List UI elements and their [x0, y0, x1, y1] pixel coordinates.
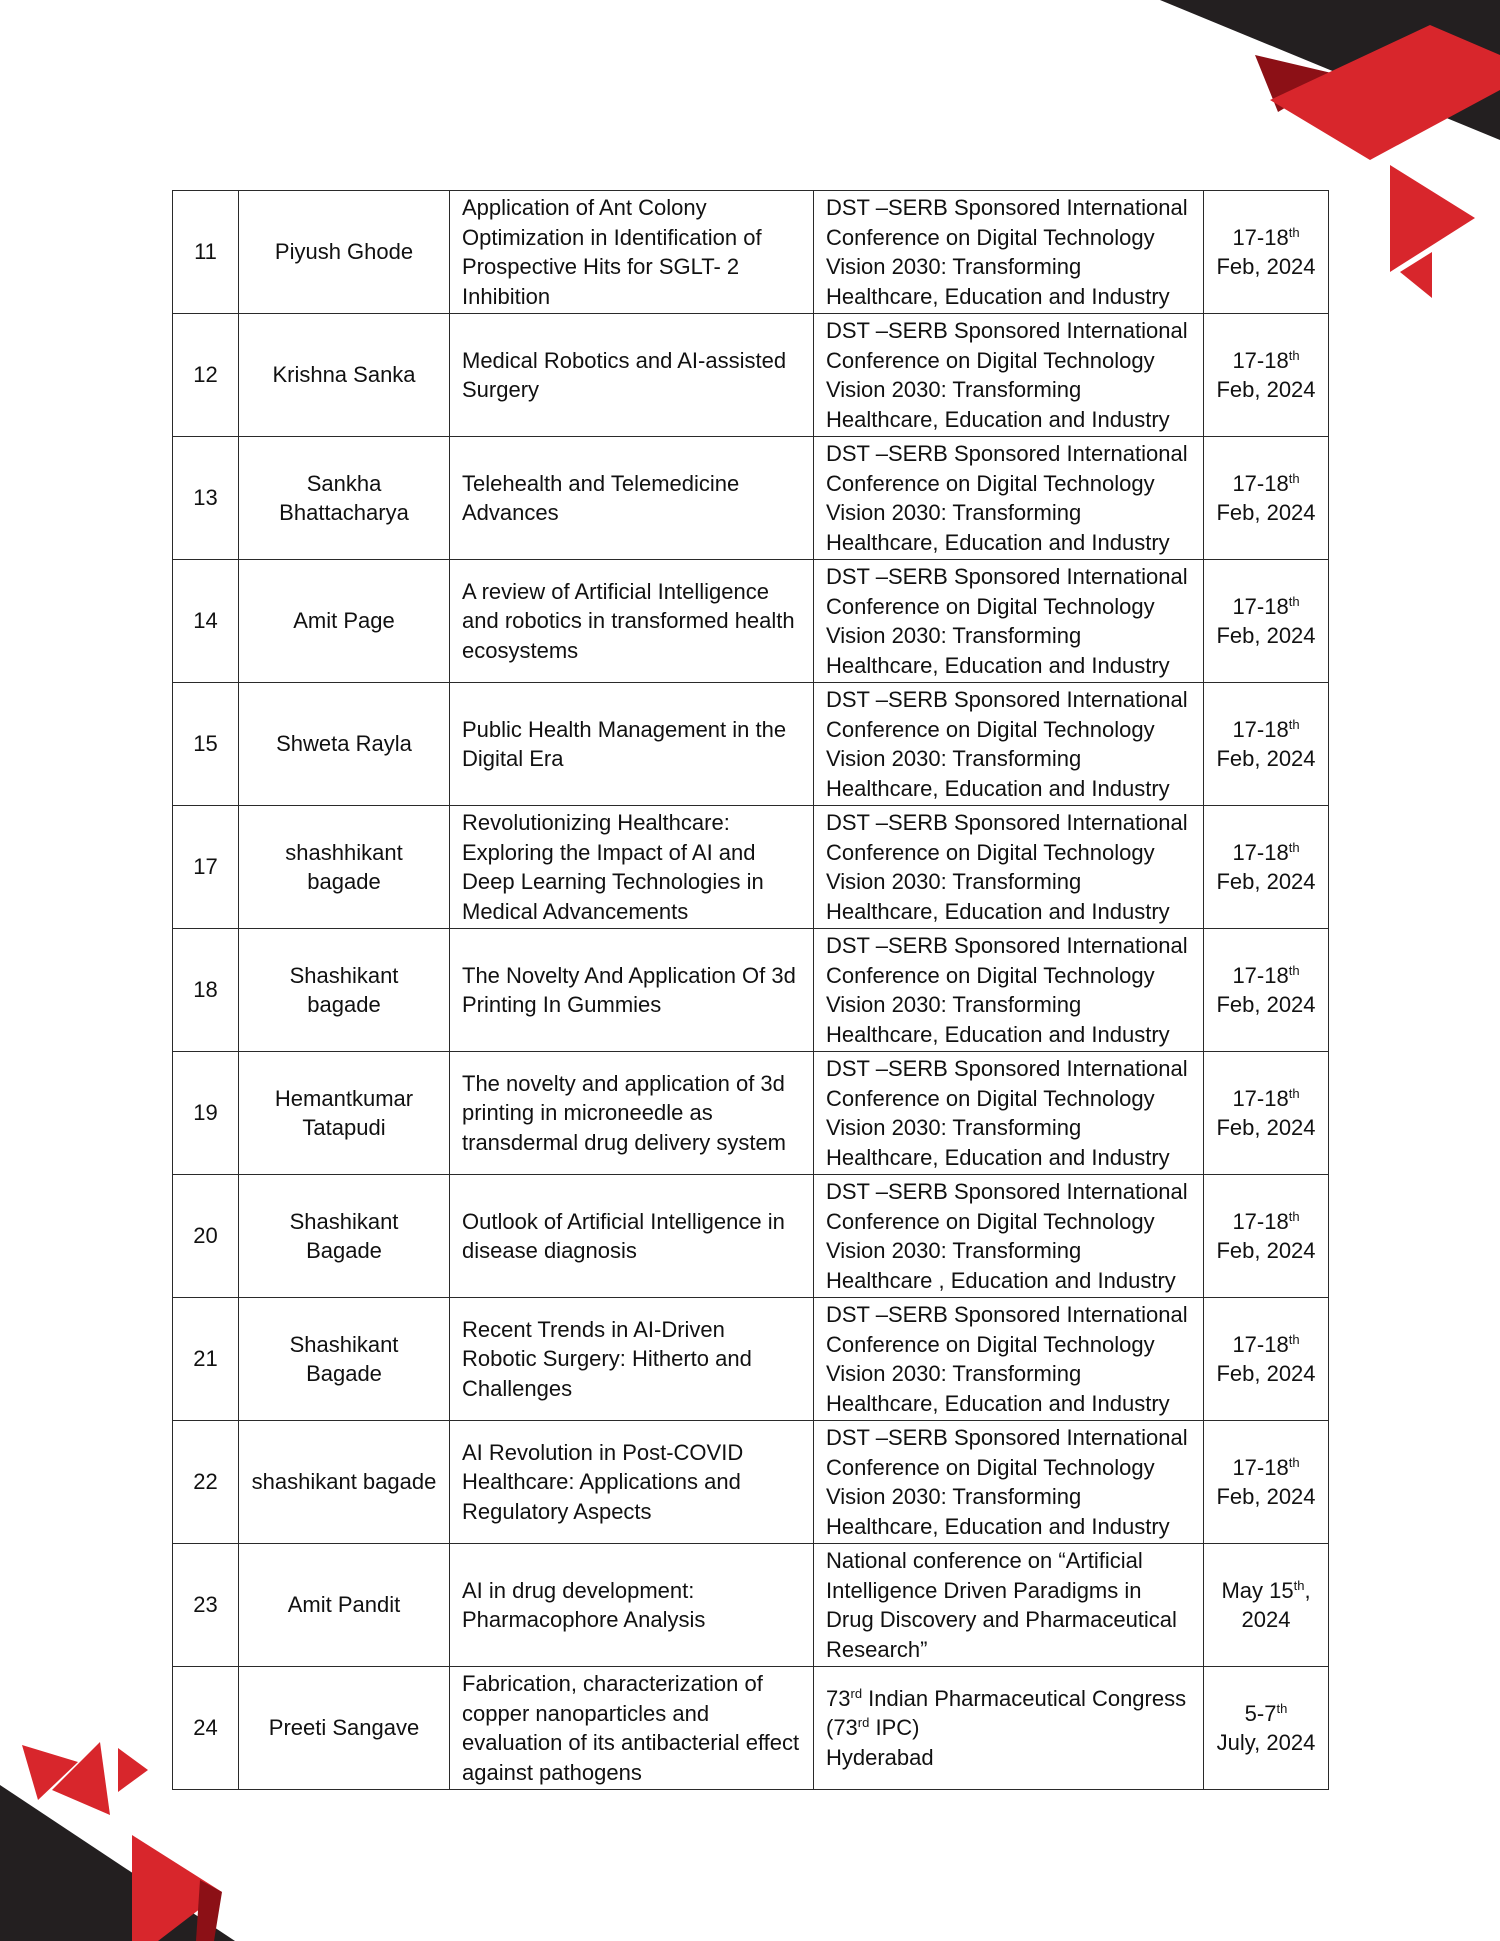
conference-name-cell: DST –SERB Sponsored International Conference on Digital Technology Vision 2030: Transforming Healthcare, Education and Industry — [814, 1421, 1204, 1544]
serial-number-cell: 13 — [173, 437, 239, 560]
presenter-name-cell: shashikant bagade — [239, 1421, 450, 1544]
table-row — [173, 437, 1329, 560]
date-cell: 17-18th Feb, 2024 — [1204, 1421, 1329, 1544]
presentation-title-cell: The Novelty And Application Of 3d Printing In Gummies — [450, 929, 814, 1052]
table-row — [173, 1667, 1329, 1790]
presenter-name-cell: Amit Pandit — [239, 1544, 450, 1667]
presentation-title-cell: Outlook of Artificial Intelligence in disease diagnosis — [450, 1175, 814, 1298]
conference-line: Hyderabad — [826, 1744, 934, 1770]
bottom-left-right-pointing-triangle — [118, 1748, 148, 1792]
conference-name-cell: DST –SERB Sponsored International Conference on Digital Technology Vision 2030: Transforming Healthcare, Education and Industry — [814, 191, 1204, 314]
table-row — [173, 1544, 1329, 1667]
date-cell: 17-18th Feb, 2024 — [1204, 437, 1329, 560]
conference-line: 73rd Indian Pharmaceutical Congress — [826, 1685, 1187, 1711]
top-right-red-band — [1270, 25, 1500, 160]
serial-number-cell: 12 — [173, 314, 239, 437]
presentation-title-cell: A review of Artificial Intelligence and robotics in transformed health ecosystems — [450, 560, 814, 683]
presenter-name-cell: Shashikant bagade — [239, 929, 450, 1052]
table-row — [173, 806, 1329, 929]
serial-number-cell: 23 — [173, 1544, 239, 1667]
conference-name-cell: DST –SERB Sponsored International Conference on Digital Technology Vision 2030: Transforming Healthcare, Education and Industry — [814, 437, 1204, 560]
presentation-title-cell: Telehealth and Telemedicine Advances — [450, 437, 814, 560]
presenter-name-cell: Shashikant Bagade — [239, 1175, 450, 1298]
table-row — [173, 1175, 1329, 1298]
conference-name-cell: DST –SERB Sponsored International Conference on Digital Technology Vision 2030: Transforming Healthcare, Education and Industry — [814, 1052, 1204, 1175]
date-cell: 17-18th Feb, 2024 — [1204, 191, 1329, 314]
presentation-title-cell: Application of Ant Colony Optimization in Identification of Prospective Hits for SGLT- 2 Inhibition — [450, 191, 814, 314]
presenter-name-cell: Krishna Sanka — [239, 314, 450, 437]
presenter-name-cell: Hemantkumar Tatapudi — [239, 1052, 450, 1175]
conference-name-cell: DST –SERB Sponsored International Conference on Digital Technology Vision 2030: Transforming Healthcare, Education and Industry — [814, 1298, 1204, 1421]
conference-line: (73rd IPC) — [826, 1715, 920, 1741]
table-row — [173, 683, 1329, 806]
table-row — [173, 929, 1329, 1052]
presentation-title-cell: Recent Trends in AI-Driven Robotic Surgery: Hitherto and Challenges — [450, 1298, 814, 1421]
bottom-left-large-red-triangle — [132, 1835, 222, 1941]
presenter-name-cell: Shweta Rayla — [239, 683, 450, 806]
top-right-dark-band — [1160, 0, 1500, 140]
top-right-red-triangle — [1390, 165, 1475, 272]
conference-name-cell: DST –SERB Sponsored International Conference on Digital Technology Vision 2030: Transforming Healthcare, Education and Industry — [814, 683, 1204, 806]
presenter-name-cell: shashhikant bagade — [239, 806, 450, 929]
date-cell: 17-18th Feb, 2024 — [1204, 929, 1329, 1052]
conference-name-cell — [814, 1667, 1204, 1790]
bottom-left-dark-red-triangle — [196, 1880, 222, 1941]
date-cell: 17-18th Feb, 2024 — [1204, 806, 1329, 929]
conference-presentations-table — [172, 190, 1329, 1790]
presentation-title-cell: AI Revolution in Post-COVID Healthcare: Applications and Regulatory Aspects — [450, 1421, 814, 1544]
date-cell: 17-18th Feb, 2024 — [1204, 560, 1329, 683]
conference-name-cell: DST –SERB Sponsored International Conference on Digital Technology Vision 2030: Transforming Healthcare, Education and Industry — [814, 806, 1204, 929]
serial-number-cell: 20 — [173, 1175, 239, 1298]
top-right-small-red-triangle — [1400, 252, 1432, 298]
bottom-left-small-red-triangle — [22, 1745, 78, 1800]
date-cell: 17-18th Feb, 2024 — [1204, 314, 1329, 437]
date-cell: 17-18th Feb, 2024 — [1204, 1052, 1329, 1175]
presentation-title-cell: Revolutionizing Healthcare: Exploring the Impact of AI and Deep Learning Technologies in Medical Advancements — [450, 806, 814, 929]
conference-name-cell: National conference on “Artificial Intelligence Driven Paradigms in Drug Discovery and Pharmaceutical Research” — [814, 1544, 1204, 1667]
top-right-dark-red-band — [1255, 55, 1340, 112]
presentation-title-cell: Fabrication, characterization of copper nanoparticles and evaluation of its antibacterial effect against pathogens — [450, 1667, 814, 1790]
date-cell: 5-7th July, 2024 — [1204, 1667, 1329, 1790]
serial-number-cell: 22 — [173, 1421, 239, 1544]
date-cell: 17-18th Feb, 2024 — [1204, 1175, 1329, 1298]
presentation-title-cell: Medical Robotics and AI-assisted Surgery — [450, 314, 814, 437]
serial-number-cell: 21 — [173, 1298, 239, 1421]
serial-number-cell: 15 — [173, 683, 239, 806]
serial-number-cell: 19 — [173, 1052, 239, 1175]
serial-number-cell: 11 — [173, 191, 239, 314]
conference-name-cell: DST –SERB Sponsored International Conference on Digital Technology Vision 2030: Transforming Healthcare, Education and Industry — [814, 929, 1204, 1052]
serial-number-cell: 14 — [173, 560, 239, 683]
table-row — [173, 1052, 1329, 1175]
table-row — [173, 191, 1329, 314]
conference-name-cell: DST –SERB Sponsored International Conference on Digital Technology Vision 2030: Transforming Healthcare , Education and Industry — [814, 1175, 1204, 1298]
presenter-name-cell: Amit Page — [239, 560, 450, 683]
date-cell: 17-18th Feb, 2024 — [1204, 1298, 1329, 1421]
presentation-title-cell: Public Health Management in the Digital Era — [450, 683, 814, 806]
table-row — [173, 1421, 1329, 1544]
serial-number-cell: 24 — [173, 1667, 239, 1790]
presenter-name-cell: Preeti Sangave — [239, 1667, 450, 1790]
date-cell: 17-18th Feb, 2024 — [1204, 683, 1329, 806]
serial-number-cell: 17 — [173, 806, 239, 929]
table-row — [173, 314, 1329, 437]
presentation-title-cell: AI in drug development: Pharmacophore Analysis — [450, 1544, 814, 1667]
presenter-name-cell: Shashikant Bagade — [239, 1298, 450, 1421]
table-row — [173, 560, 1329, 683]
serial-number-cell: 18 — [173, 929, 239, 1052]
date-cell: May 15th, 2024 — [1204, 1544, 1329, 1667]
presentation-title-cell: The novelty and application of 3d printing in microneedle as transdermal drug delivery system — [450, 1052, 814, 1175]
bottom-left-red-triangle — [52, 1742, 110, 1815]
table-row — [173, 1298, 1329, 1421]
bottom-left-dark-band — [0, 1785, 235, 1941]
conference-name-cell: DST –SERB Sponsored International Conference on Digital Technology Vision 2030: Transforming Healthcare, Education and Industry — [814, 560, 1204, 683]
conference-name-cell: DST –SERB Sponsored International Conference on Digital Technology Vision 2030: Transforming Healthcare, Education and Industry — [814, 314, 1204, 437]
presenter-name-cell: Sankha Bhattacharya — [239, 437, 450, 560]
presenter-name-cell: Piyush Ghode — [239, 191, 450, 314]
